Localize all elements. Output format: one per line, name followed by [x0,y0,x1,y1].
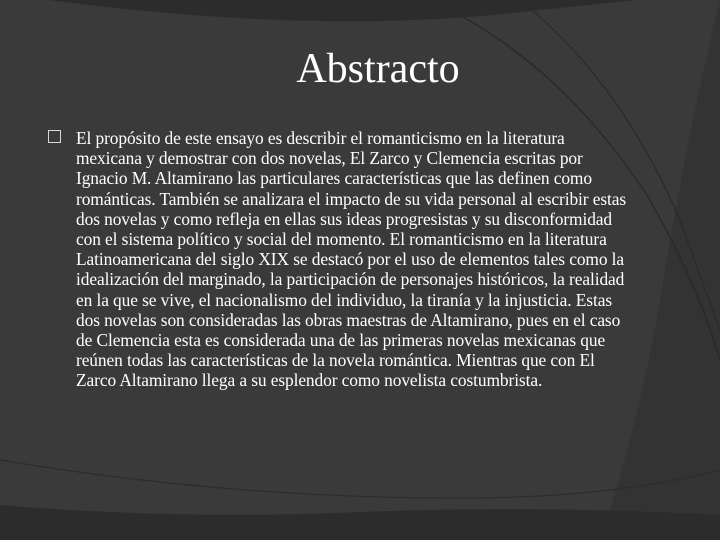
square-bullet-icon [48,130,61,143]
abstract-paragraph: El propósito de este ensayo es describir el romanticismo en la literatura mexicana y demostrar con dos novelas, El Zarco y Clemencia escritas por Ignacio M. Altamirano las particulares características que las definen como románticas. También se analizara el impacto de su vida personal al escribir estas dos novelas y como refleja en ellas sus ideas progresistas y su disconformidad con el sistema político y social del momento. El romanticismo en la literatura Latinoamericana del siglo XIX se destacó por el uso de elementos tales como la idealización del marginado, la participación de personajes históricos, la realidad en la que se vive, el nacionalismo del individuo, la tiranía y la injusticia. Estas dos novelas son consideradas las obras maestras de Altamirano, pues en el caso de Clemencia esta es considerada una de las primeras novelas mexicanas que reúnen todas las características de la novela romántica. Mientras que con El Zarco Altamirano llega a su esplendor como novelista costumbrista. [76,128,627,391]
slide-title: Abstracto [296,46,460,92]
body-content [48,128,628,391]
